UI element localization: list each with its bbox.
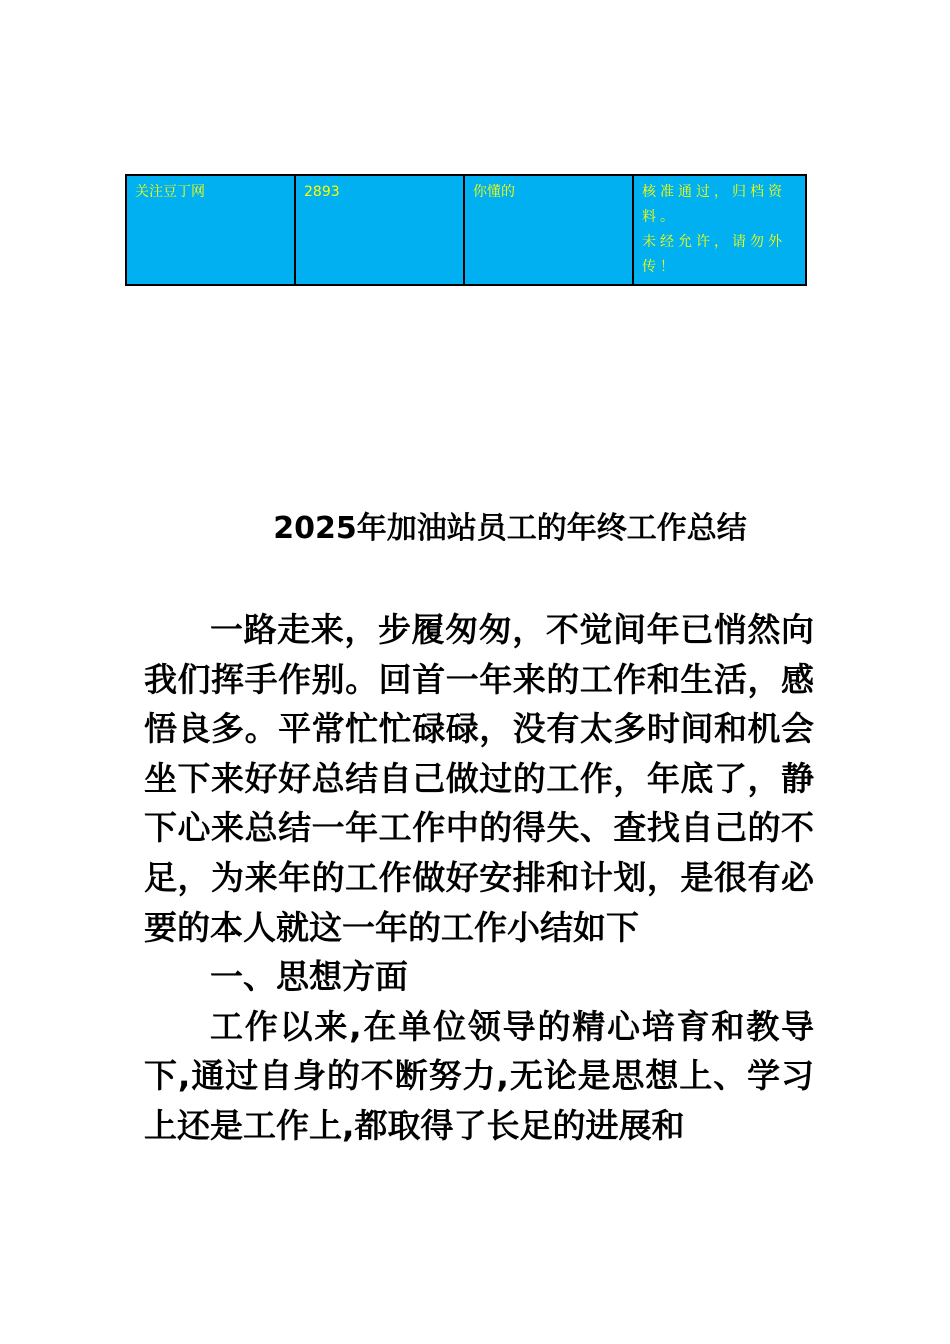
notice-line-approved: 核准通过，归档资料。 bbox=[642, 184, 786, 225]
body-paragraph-intro: 一路走来，步履匆匆，不觉间年已悄然向我们挥手作别。回首一年来的工作和生活，感悟良多。平常忙忙碌碌，没有太多时间和机会坐下来好好总结自己做过的工作，年底了，静下心来总结一年工作中的得失、查找自己的不足，为来年的工作做好安排和计划，是很有必要的本人就这一年的工作小结如下 bbox=[144, 610, 814, 947]
section-heading-thought: 一、思想方面 bbox=[210, 957, 408, 997]
header-table-row bbox=[126, 175, 806, 285]
header-cell-follow: 关注豆丁网 bbox=[126, 175, 295, 285]
header-cell-notice bbox=[633, 175, 806, 285]
document-title: 2025年加油站员工的年终工作总结 bbox=[273, 511, 747, 546]
header-info-table bbox=[125, 174, 807, 286]
notice-line-restricted: 未经允许，请勿外传！ bbox=[642, 234, 786, 275]
header-cell-number: 2893 bbox=[295, 175, 464, 285]
header-cell-note: 你懂的 bbox=[464, 175, 633, 285]
body-paragraph-thought: 工作以来,在单位领导的精心培育和教导下,通过自身的不断努力,无论是思想上、学习上还是工作上,都取得了长足的进展和 bbox=[144, 1006, 814, 1145]
document-body bbox=[144, 605, 814, 1151]
